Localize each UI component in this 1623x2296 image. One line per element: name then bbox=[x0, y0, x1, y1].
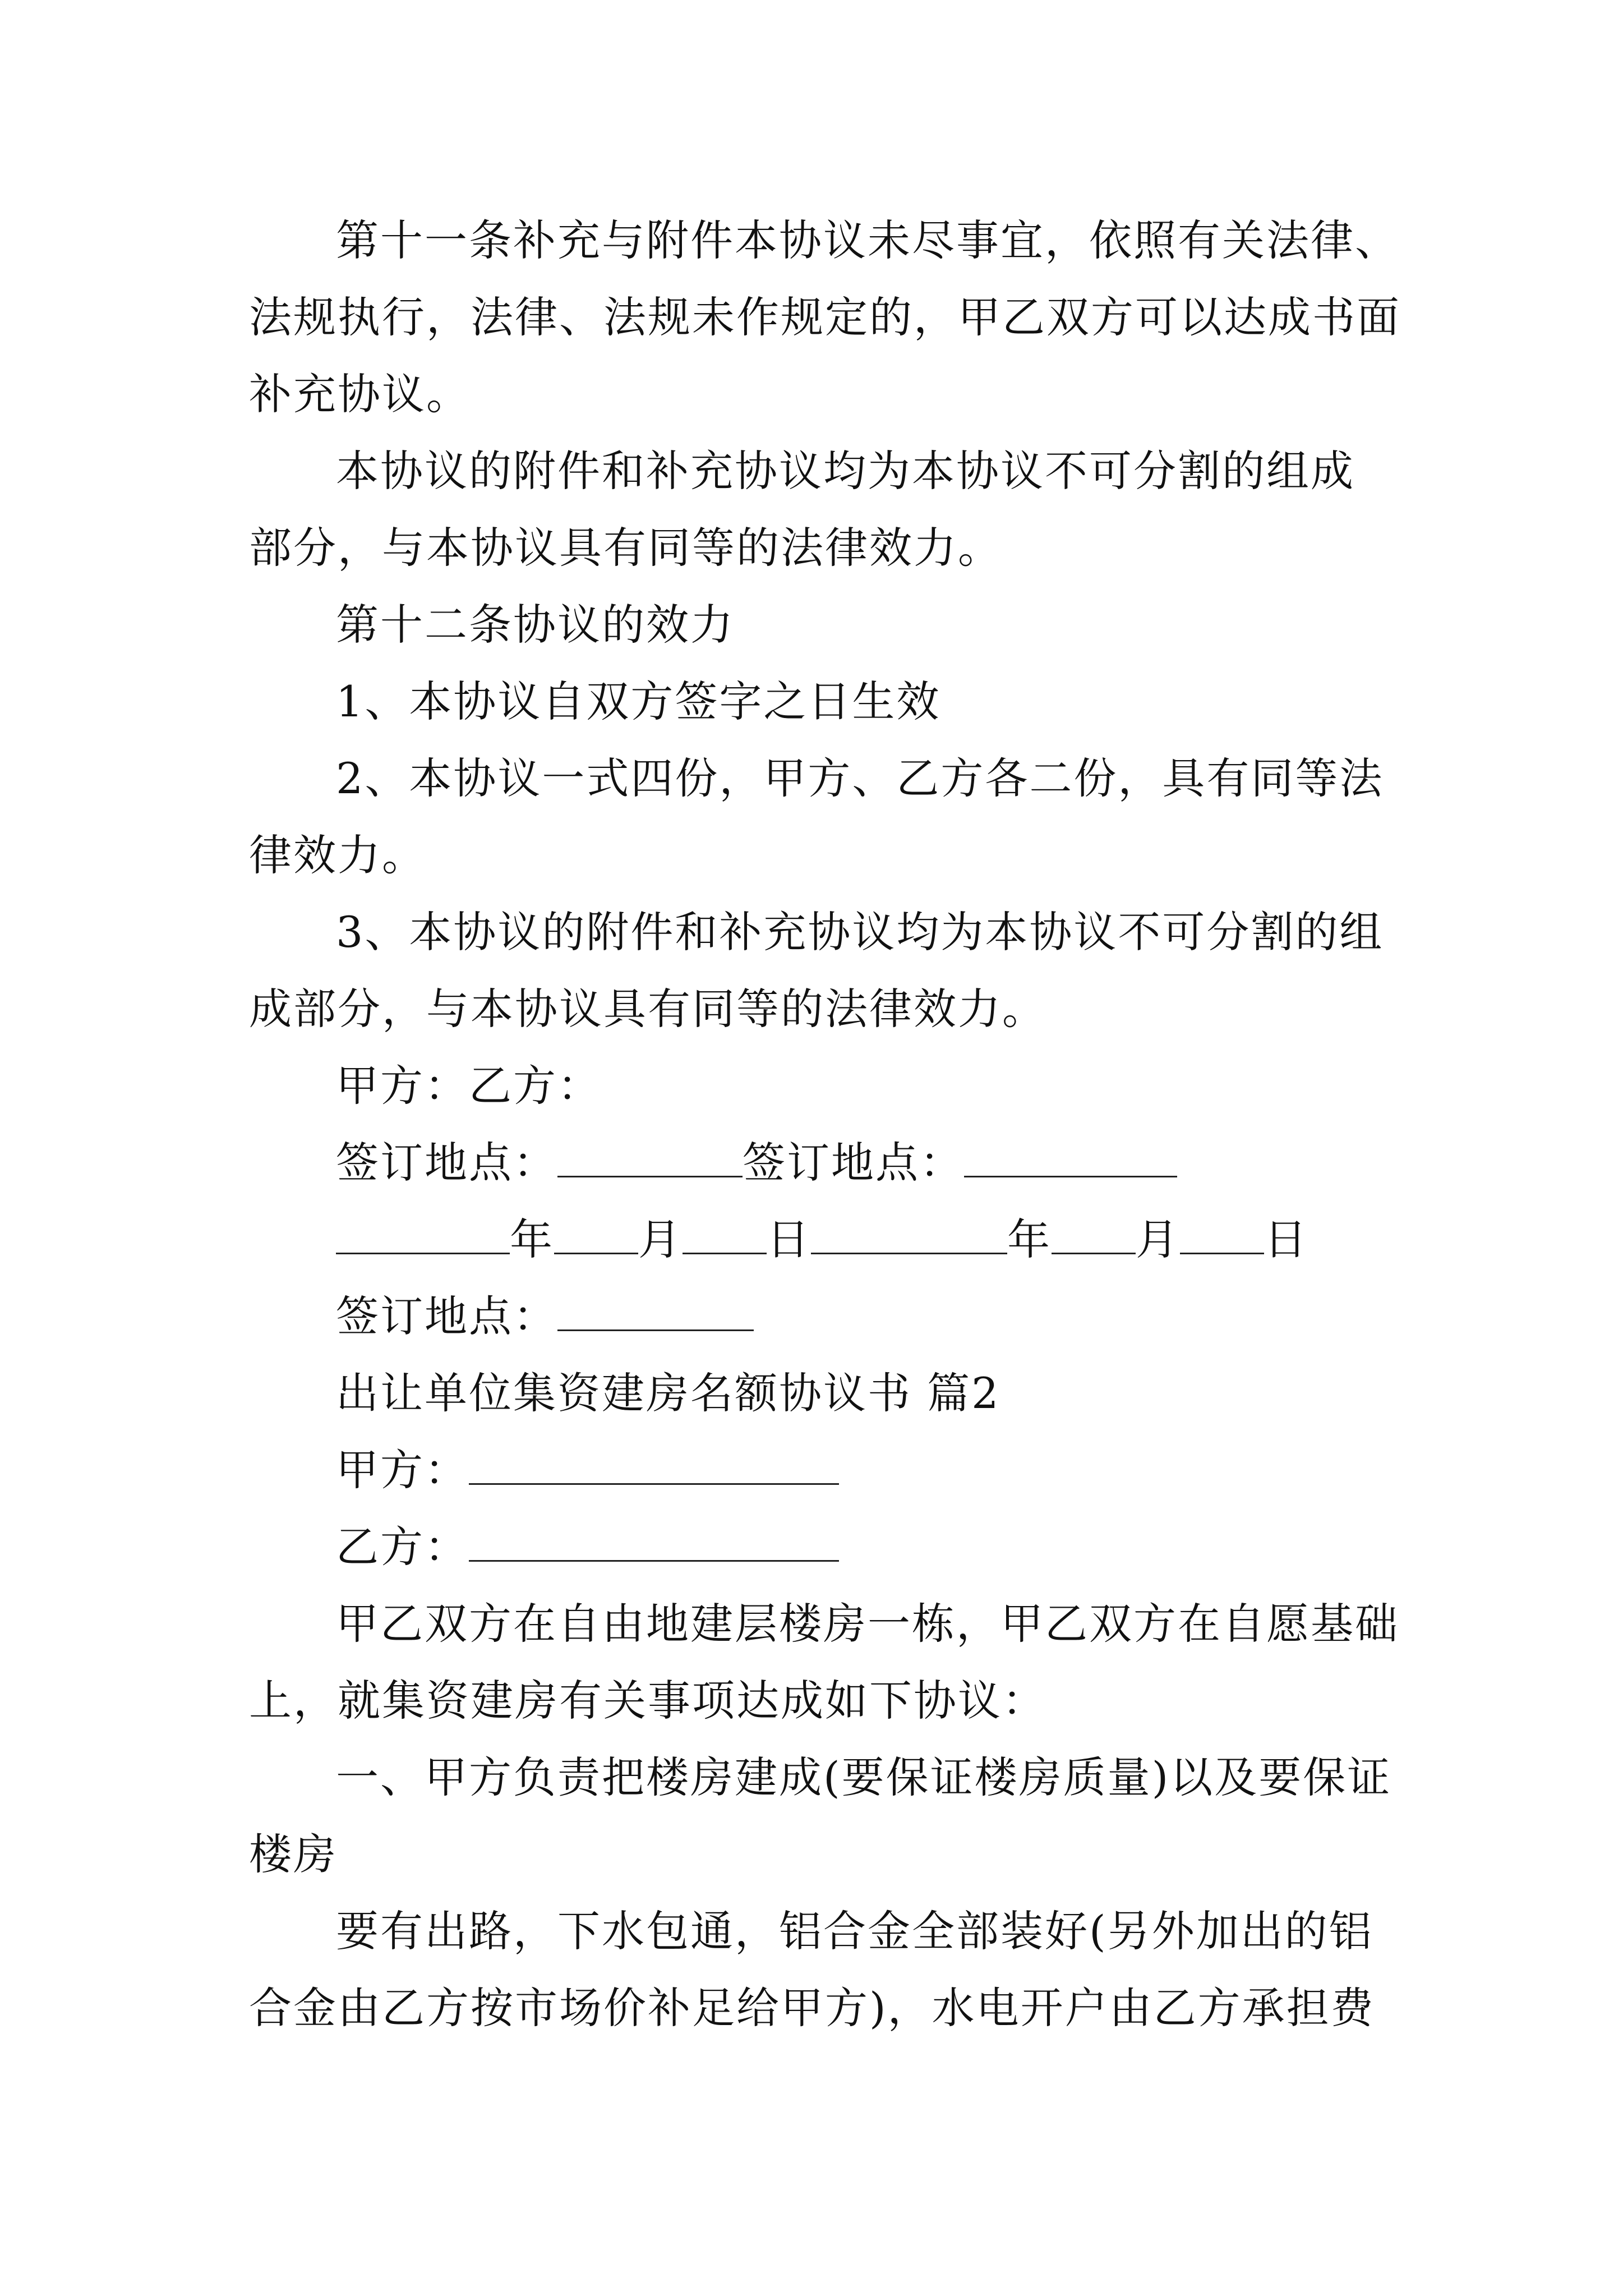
agreement-intro-line-2: 上，就集资建房有关事项达成如下协议： bbox=[249, 1676, 1046, 1726]
article-11-line-2: 法规执行，法律、法规未作规定的，甲乙双方可以达成书面 bbox=[249, 292, 1401, 342]
party-b-blank bbox=[469, 1520, 839, 1562]
article-11-line-1: 第十一条补充与附件本协议未尽事宜，依照有关法律、 bbox=[336, 215, 1399, 265]
clause-1-line-4: 合金由乙方按市场价补足给甲方)，水电开户由乙方承担费 bbox=[249, 1983, 1375, 2033]
month-label-a: 月 bbox=[638, 1214, 683, 1264]
day-label-b: 日 bbox=[1264, 1214, 1308, 1264]
sign-place-blank-a bbox=[557, 1135, 743, 1177]
section-2-title: 出让单位集资建房名额协议书 篇2 bbox=[336, 1368, 1000, 1418]
clause-1-line-3: 要有出路，下水包通，铝合金全部装好(另外加出的铝 bbox=[336, 1906, 1373, 1956]
article-12-item-2-line-1: 2、本协议一式四份，甲方、乙方各二份，具有同等法 bbox=[336, 753, 1384, 803]
article-11-line-3: 补充协议。 bbox=[249, 369, 471, 419]
month-blank-b bbox=[1052, 1212, 1136, 1254]
sign-date-row bbox=[249, 1201, 1393, 1278]
sign-place-label-a: 签订地点： bbox=[336, 1138, 557, 1188]
year-blank-b bbox=[811, 1212, 1007, 1254]
article-12-item-1: 1、本协议自双方签字之日生效 bbox=[336, 677, 941, 726]
article-12-item-3-line-1: 3、本协议的附件和补充协议均为本协议不可分割的组 bbox=[336, 907, 1384, 957]
sign-place-blank-c bbox=[557, 1289, 754, 1331]
party-a-blank bbox=[469, 1443, 839, 1485]
year-label-b: 年 bbox=[1007, 1214, 1052, 1264]
sign-place-label-b: 签订地点： bbox=[743, 1138, 964, 1188]
party-a-label: 甲方： bbox=[336, 1445, 469, 1495]
attachment-clause-line-2: 部分，与本协议具有同等的法律效力。 bbox=[249, 523, 1002, 573]
sign-place-row bbox=[249, 1124, 1393, 1201]
year-label-a: 年 bbox=[510, 1214, 554, 1264]
party-a-row bbox=[249, 1432, 1393, 1508]
article-12-heading: 第十二条协议的效力 bbox=[336, 600, 735, 650]
sign-place-row-2 bbox=[249, 1278, 1393, 1355]
sign-place-blank-b bbox=[964, 1135, 1177, 1177]
month-blank-a bbox=[554, 1212, 638, 1254]
agreement-intro-line-1: 甲乙双方在自由地建层楼房一栋，甲乙双方在自愿基础 bbox=[336, 1599, 1399, 1649]
signature-parties: 甲方：乙方： bbox=[336, 1061, 602, 1111]
day-label-a: 日 bbox=[767, 1214, 811, 1264]
day-blank-b bbox=[1180, 1212, 1264, 1254]
day-blank-a bbox=[683, 1212, 767, 1254]
clause-1-line-2: 楼房 bbox=[249, 1829, 338, 1879]
year-blank-a bbox=[336, 1212, 510, 1254]
document-body bbox=[249, 202, 1401, 2046]
clause-1-line-1: 一、甲方负责把楼房建成(要保证楼房质量)以及要保证 bbox=[336, 1752, 1392, 1802]
article-12-item-2-line-2: 律效力。 bbox=[249, 830, 426, 880]
party-b-row bbox=[249, 1508, 1393, 1585]
month-label-b: 月 bbox=[1136, 1214, 1180, 1264]
attachment-clause-line-1: 本协议的附件和补充协议均为本协议不可分割的组成 bbox=[336, 446, 1355, 496]
article-12-item-3-line-2: 成部分，与本协议具有同等的法律效力。 bbox=[249, 984, 1046, 1034]
sign-place-label-c: 签订地点： bbox=[336, 1291, 557, 1341]
party-b-label: 乙方： bbox=[336, 1522, 469, 1572]
